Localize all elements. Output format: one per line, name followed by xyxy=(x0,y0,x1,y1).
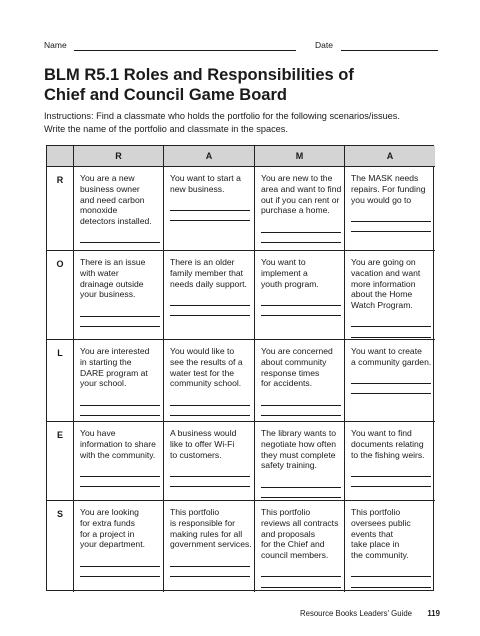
scenario-text-line: to customers. xyxy=(170,449,222,460)
scenario-text-line: detectors installed. xyxy=(80,216,152,227)
answer-blank-line[interactable] xyxy=(351,477,431,487)
scenario-text-line: out if you can rent or xyxy=(261,194,340,205)
title-line-2: Chief and Council Game Board xyxy=(44,85,287,104)
scenario-text-line: oversees public xyxy=(351,517,411,528)
scenario-cell xyxy=(73,339,163,421)
answer-blank-line[interactable] xyxy=(261,222,341,232)
scenario-text-line: A business would xyxy=(170,428,237,438)
scenario-text-line: response times xyxy=(261,367,320,378)
instructions xyxy=(44,110,444,135)
scenario-text-line: You want to xyxy=(261,257,306,267)
date-field[interactable] xyxy=(341,50,438,51)
answer-blank-line[interactable] xyxy=(261,395,341,405)
date-label: Date xyxy=(315,40,333,50)
header-corner xyxy=(47,146,73,166)
answer-blanks xyxy=(351,317,431,338)
answer-blanks xyxy=(170,295,250,316)
instructions-line-1: Instructions: Find a classmate who holds the portfolio for the following scenarios/issues. xyxy=(44,111,400,121)
answer-blank-line[interactable] xyxy=(351,327,431,337)
scenario-text-line: repairs. For funding xyxy=(351,183,426,194)
scenario-cell xyxy=(73,500,163,592)
scenario-text-line: family member that xyxy=(170,267,244,278)
answer-blanks xyxy=(261,295,340,316)
answer-blank-line[interactable] xyxy=(80,477,160,487)
scenario-text-line: Watch Program. xyxy=(351,300,413,311)
scenario-text-line: The MASK needs xyxy=(351,173,419,183)
scenario-text-line: your school. xyxy=(80,378,127,389)
scenario-cell xyxy=(73,250,163,339)
scenario-text-line: This portfolio xyxy=(351,507,401,517)
scenario-text-line: implement a xyxy=(261,267,308,278)
page-title xyxy=(44,66,444,105)
answer-blank-line[interactable] xyxy=(80,243,160,250)
answer-blank-line[interactable] xyxy=(80,306,160,316)
answer-blank-line[interactable] xyxy=(80,395,160,405)
answer-blank-line[interactable] xyxy=(261,306,341,316)
game-board xyxy=(46,145,434,591)
scenario-text-line: You want to start a xyxy=(170,173,241,183)
scenario-cell xyxy=(254,339,344,421)
answer-blanks xyxy=(261,567,340,588)
scenario-text-line: monoxide xyxy=(80,205,118,216)
answer-blank-line[interactable] xyxy=(351,374,431,384)
answer-blank-line[interactable] xyxy=(170,306,250,316)
answer-blank-line[interactable] xyxy=(170,466,250,476)
answer-blank-line[interactable] xyxy=(170,201,250,211)
answer-blanks xyxy=(80,395,159,416)
scenario-text-line: safety training. xyxy=(261,460,317,471)
scenario-text-line: for extra funds xyxy=(80,517,135,528)
answer-blanks xyxy=(351,466,431,487)
row-label: S xyxy=(47,500,73,592)
scenario-text-line: council members. xyxy=(261,550,329,561)
scenario-text-line: community school. xyxy=(170,378,242,389)
scenario-cell xyxy=(254,250,344,339)
scenario-cell xyxy=(163,339,254,421)
answer-blank-line[interactable] xyxy=(170,406,250,416)
scenario-text-line: negotiate how often xyxy=(261,438,337,449)
scenario-cell xyxy=(344,250,435,339)
scenario-text-line: and proposals xyxy=(261,528,315,539)
scenario-text-line: drainage outside xyxy=(80,278,144,289)
answer-blanks xyxy=(170,201,250,222)
scenario-text-line: information to share xyxy=(80,438,156,449)
scenario-cell xyxy=(344,500,435,592)
answer-blank-line[interactable] xyxy=(80,317,160,327)
row-label: L xyxy=(47,339,73,421)
scenario-text-line: You want to create xyxy=(351,346,422,356)
scenario-text-line: with water xyxy=(80,267,119,278)
row-label: O xyxy=(47,250,73,339)
answer-blank-line[interactable] xyxy=(351,466,431,476)
scenario-text-line: and need carbon xyxy=(80,194,145,205)
scenario-text-line: You are concerned xyxy=(261,346,333,356)
scenario-text-line: water test for the xyxy=(170,367,235,378)
scenario-text-line: your business. xyxy=(80,289,136,300)
answer-blank-line[interactable] xyxy=(351,222,431,232)
answer-blank-line[interactable] xyxy=(351,384,431,394)
scenario-cell xyxy=(254,166,344,250)
scenario-text-line: This portfolio xyxy=(170,507,220,517)
answer-blank-line[interactable] xyxy=(261,233,341,243)
title-line-1: BLM R5.1 Roles and Responsibilities of xyxy=(44,66,354,84)
answer-blank-line[interactable] xyxy=(170,211,250,221)
page-number: 119 xyxy=(427,609,440,618)
scenario-text-line: You are looking xyxy=(80,507,139,517)
scenario-cell xyxy=(73,166,163,250)
scenario-text-line: You are a new xyxy=(80,173,135,183)
column-header: A xyxy=(344,146,435,166)
page-footer xyxy=(44,609,440,621)
answer-blanks xyxy=(80,233,159,250)
scenario-text-line: government services. xyxy=(170,539,252,550)
answer-blank-line[interactable] xyxy=(80,466,160,476)
column-header: R xyxy=(73,146,163,166)
scenario-text-line: business owner xyxy=(80,183,140,194)
scenario-cell xyxy=(344,421,435,500)
scenario-text-line: they must complete xyxy=(261,449,336,460)
scenario-text-line: new business. xyxy=(170,183,225,194)
scenario-text-line: take place in xyxy=(351,539,400,550)
name-label: Name xyxy=(44,40,67,50)
scenario-text-line: you would go to xyxy=(351,194,412,205)
answer-blank-line[interactable] xyxy=(170,556,250,566)
scenario-cell xyxy=(344,339,435,421)
scenario-text-line: needs daily support. xyxy=(170,278,247,289)
scenario-text-line: You want to find xyxy=(351,428,412,438)
scenario-text-line: a community garden. xyxy=(351,356,432,367)
answer-blank-line[interactable] xyxy=(80,556,160,566)
answer-blanks xyxy=(80,556,159,577)
answer-blanks xyxy=(80,466,159,487)
scenario-text-line: vacation and want xyxy=(351,267,421,278)
scenario-text-line: for the Chief and xyxy=(261,539,325,550)
scenario-text-line: There is an older xyxy=(170,257,235,267)
answer-blank-line[interactable] xyxy=(351,211,431,221)
answer-blank-line[interactable] xyxy=(351,577,431,587)
scenario-text-line: making rules for all xyxy=(170,528,243,539)
scenario-text-line: DARE program at xyxy=(80,367,148,378)
scenario-text-line: You are interested xyxy=(80,346,150,356)
answer-blank-line[interactable] xyxy=(261,567,341,577)
scenario-text-line: youth program. xyxy=(261,278,319,289)
scenario-text-line: about community xyxy=(261,356,327,367)
scenario-text-line: You are going on xyxy=(351,257,416,267)
row-label: R xyxy=(47,166,73,250)
answer-blanks xyxy=(170,556,250,577)
footer-guide-title: Resource Books Leaders' Guide xyxy=(299,609,412,618)
instructions-line-2: Write the name of the portfolio and classmate in the spaces. xyxy=(44,123,288,134)
answer-blank-line[interactable] xyxy=(80,233,160,243)
scenario-text-line: to the fishing weirs. xyxy=(351,449,425,460)
name-field[interactable] xyxy=(74,50,296,51)
answer-blank-line[interactable] xyxy=(170,567,250,577)
answer-blanks xyxy=(261,222,340,243)
scenario-text-line: This portfolio xyxy=(261,507,311,517)
name-date-line xyxy=(44,40,440,54)
scenario-text-line: your department. xyxy=(80,539,145,550)
scenario-text-line: with the community. xyxy=(80,449,156,460)
scenario-cell xyxy=(73,421,163,500)
scenario-text-line: is responsible for xyxy=(170,517,235,528)
answer-blanks xyxy=(80,306,159,327)
scenario-text-line: like to offer Wi-Fi xyxy=(170,438,235,449)
answer-blank-line[interactable] xyxy=(80,567,160,577)
scenario-text-line: The library wants to xyxy=(261,428,336,438)
row-label: E xyxy=(47,421,73,500)
scenario-text-line: for accidents. xyxy=(261,378,313,389)
column-header: A xyxy=(163,146,254,166)
scenario-text-line: see the results of a xyxy=(170,356,243,367)
answer-blank-line[interactable] xyxy=(261,577,341,587)
answer-blanks xyxy=(351,211,431,232)
answer-blank-line[interactable] xyxy=(261,295,341,305)
scenario-text-line: reviews all contracts xyxy=(261,517,339,528)
answer-blanks xyxy=(261,477,340,498)
scenario-text-line: You have xyxy=(80,428,116,438)
answer-blank-line[interactable] xyxy=(80,406,160,416)
answer-blank-line[interactable] xyxy=(261,406,341,416)
scenario-cell xyxy=(344,166,435,250)
answer-blank-line[interactable] xyxy=(351,567,431,577)
scenario-text-line: events that xyxy=(351,528,394,539)
scenario-cell xyxy=(163,250,254,339)
scenario-text-line: the community. xyxy=(351,550,409,561)
answer-blanks xyxy=(170,466,250,487)
scenario-text-line: area and want to find xyxy=(261,183,342,194)
answer-blank-line[interactable] xyxy=(261,488,341,498)
scenario-cell xyxy=(254,421,344,500)
scenario-cell xyxy=(163,500,254,592)
answer-blanks xyxy=(261,395,340,416)
answer-blanks xyxy=(170,395,250,416)
column-header: M xyxy=(254,146,344,166)
answer-blank-line[interactable] xyxy=(351,317,431,327)
answer-blanks xyxy=(351,374,431,395)
scenario-text-line: for a project in xyxy=(80,528,135,539)
answer-blank-line[interactable] xyxy=(261,477,341,487)
answer-blank-line[interactable] xyxy=(170,477,250,487)
scenario-text-line: There is an issue xyxy=(80,257,146,267)
answer-blank-line[interactable] xyxy=(170,395,250,405)
scenario-text-line: documents relating xyxy=(351,438,424,449)
scenario-cell xyxy=(163,166,254,250)
scenario-text-line: You are new to the xyxy=(261,173,333,183)
scenario-text-line: You would like to xyxy=(170,346,235,356)
answer-blanks xyxy=(351,567,431,588)
scenario-text-line: about the Home xyxy=(351,289,413,300)
scenario-text-line: purchase a home. xyxy=(261,205,330,216)
scenario-cell xyxy=(163,421,254,500)
scenario-cell xyxy=(254,500,344,592)
scenario-text-line: in starting the xyxy=(80,356,132,367)
scenario-text-line: more information xyxy=(351,278,416,289)
answer-blank-line[interactable] xyxy=(170,295,250,305)
